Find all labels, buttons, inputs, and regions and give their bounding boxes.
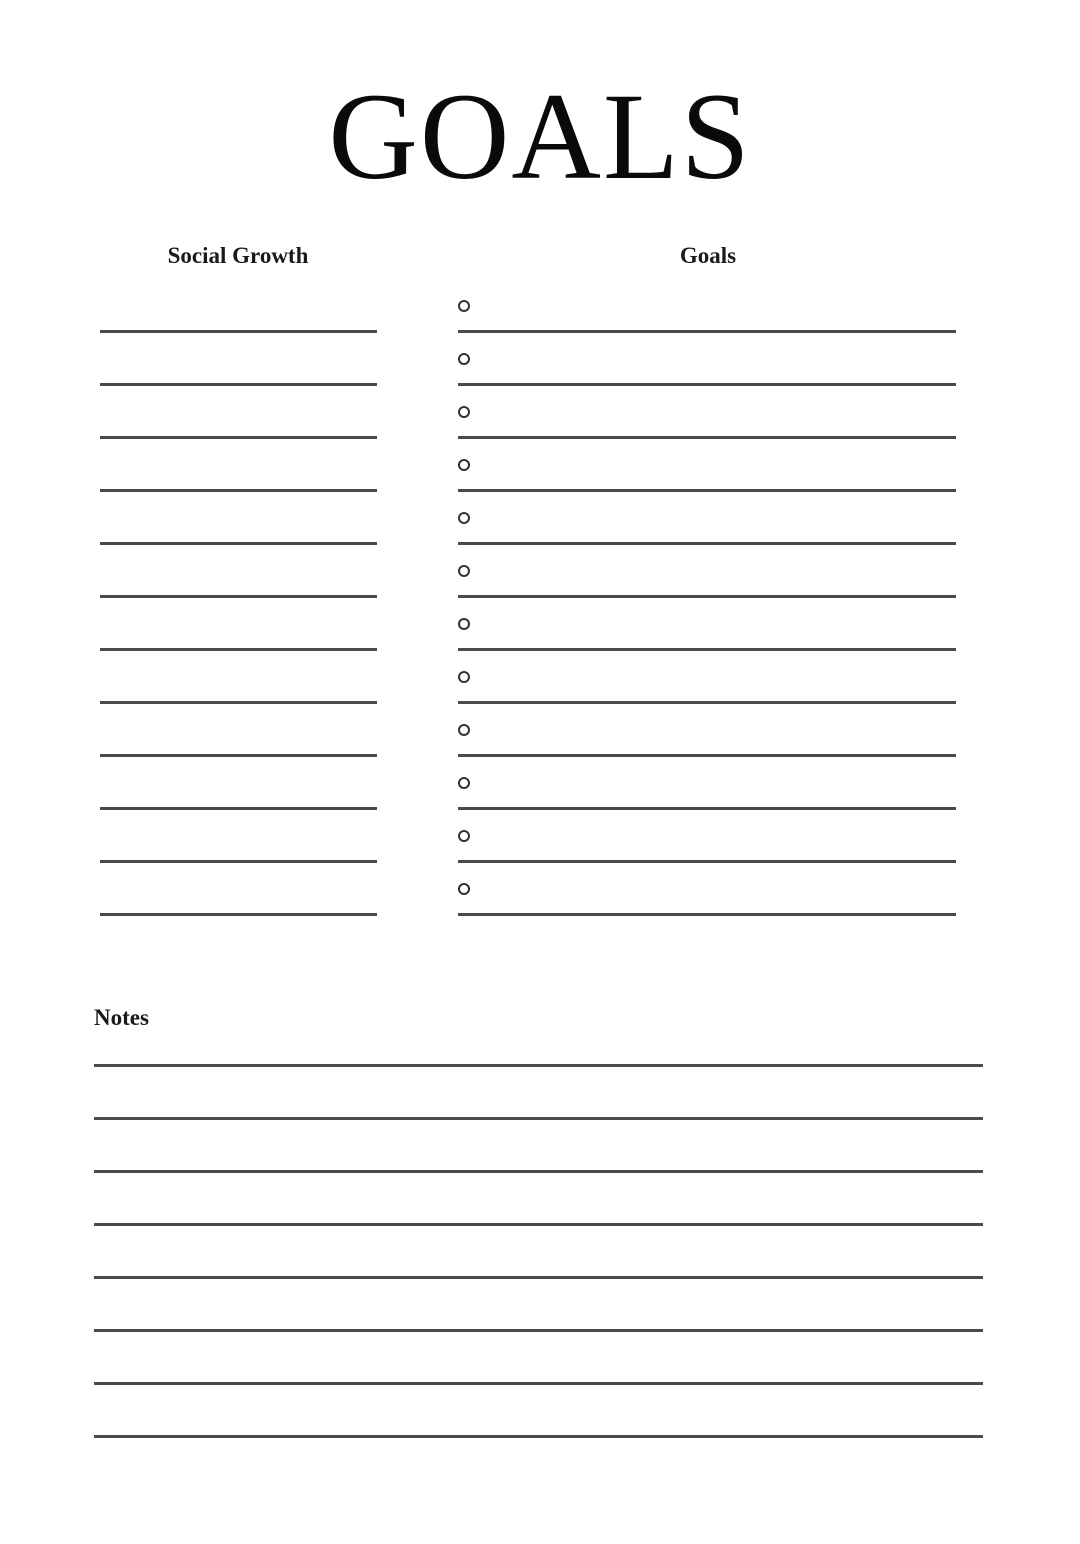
- circle-bullet-icon[interactable]: [458, 353, 470, 365]
- goal-line[interactable]: [458, 383, 956, 386]
- circle-bullet-icon[interactable]: [458, 512, 470, 524]
- goal-line[interactable]: [458, 913, 956, 916]
- circle-bullet-icon[interactable]: [458, 300, 470, 312]
- social-growth-line[interactable]: [100, 383, 377, 386]
- circle-bullet-icon[interactable]: [458, 671, 470, 683]
- goal-line[interactable]: [458, 489, 956, 492]
- notes-line[interactable]: [94, 1064, 983, 1067]
- notes-line[interactable]: [94, 1435, 983, 1438]
- circle-bullet-icon[interactable]: [458, 406, 470, 418]
- notes-line[interactable]: [94, 1329, 983, 1332]
- goals-heading: Goals: [679, 243, 737, 268]
- social-growth-heading: Social Growth: [167, 243, 309, 268]
- social-growth-line[interactable]: [100, 807, 377, 810]
- notes-line[interactable]: [94, 1382, 983, 1385]
- goal-line[interactable]: [458, 860, 956, 863]
- goal-line[interactable]: [458, 754, 956, 757]
- goal-line[interactable]: [458, 542, 956, 545]
- goal-line[interactable]: [458, 595, 956, 598]
- social-growth-line[interactable]: [100, 913, 377, 916]
- social-growth-line[interactable]: [100, 860, 377, 863]
- circle-bullet-icon[interactable]: [458, 724, 470, 736]
- circle-bullet-icon[interactable]: [458, 618, 470, 630]
- goal-line[interactable]: [458, 436, 956, 439]
- social-growth-line[interactable]: [100, 489, 377, 492]
- social-growth-line[interactable]: [100, 754, 377, 757]
- notes-line[interactable]: [94, 1223, 983, 1226]
- goal-line[interactable]: [458, 648, 956, 651]
- circle-bullet-icon[interactable]: [458, 565, 470, 577]
- goal-line[interactable]: [458, 701, 956, 704]
- circle-bullet-icon[interactable]: [458, 830, 470, 842]
- notes-heading: Notes: [94, 1005, 149, 1030]
- circle-bullet-icon[interactable]: [458, 459, 470, 471]
- social-growth-line[interactable]: [100, 648, 377, 651]
- circle-bullet-icon[interactable]: [458, 777, 470, 789]
- notes-line[interactable]: [94, 1170, 983, 1173]
- social-growth-line[interactable]: [100, 701, 377, 704]
- notes-line[interactable]: [94, 1117, 983, 1120]
- social-growth-line[interactable]: [100, 595, 377, 598]
- page-title: GOALS: [328, 68, 752, 205]
- social-growth-line[interactable]: [100, 436, 377, 439]
- goal-line[interactable]: [458, 330, 956, 333]
- circle-bullet-icon[interactable]: [458, 883, 470, 895]
- notes-line[interactable]: [94, 1276, 983, 1279]
- goal-line[interactable]: [458, 807, 956, 810]
- social-growth-line[interactable]: [100, 542, 377, 545]
- social-growth-line[interactable]: [100, 330, 377, 333]
